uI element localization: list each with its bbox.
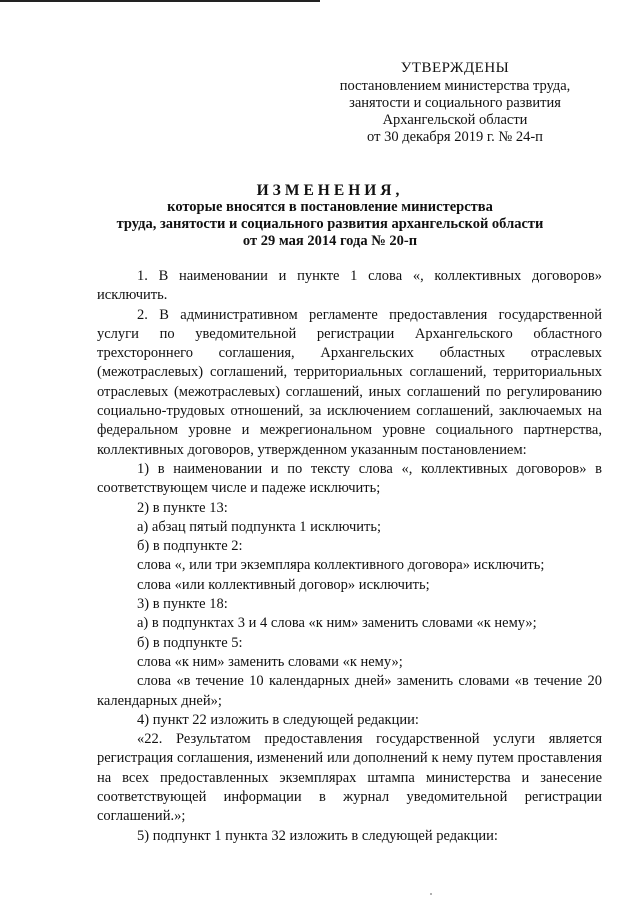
approval-line: Архангельской области — [382, 112, 528, 128]
paragraph: 1. В наименовании и пункте 1 слова «, коллективных договоров» исключить. — [97, 268, 602, 304]
top-rule — [0, 0, 320, 2]
approval-stamp — [330, 60, 580, 146]
document-body — [97, 267, 602, 846]
paragraph: 4) пункт 22 изложить в следующей редакции: — [137, 711, 419, 728]
paragraph: 2) в пункте 13: — [137, 499, 228, 516]
paragraph: 2. В административном регламенте предоставления государственной услуги по уведомительной регистрации Архангельского областного трехстороннего соглашения, Архангельских областных отраслевых (межотраслевых) соглашений, территориальных соглашений, территориальных отраслевых (межотраслевых) соглашений, иных соглашений по регулированию социально-трудовых отношений, за исключением соглашений, заключаемых на федеральном уровне и межрегиональном уровне социального партнерства, коллективных договоров, утвержденном указанным постановлением: — [97, 306, 602, 458]
paragraph: слова «или коллективный договор» исключить; — [137, 576, 430, 593]
paragraph: слова «к ним» заменить словами «к нему»; — [137, 653, 403, 670]
title-line: которые вносятся в постановление министерства — [167, 199, 493, 215]
paragraph: «22. Результатом предоставления государственной услуги является регистрация соглашения, изменений или дополнений к нему путем проставления на всех предоставленных экземплярах штампа министерства и занесение соответствующей информации в журнал уведомительной регистрации соглашений.»; — [97, 731, 602, 825]
approval-heading: УТВЕРЖДЕНЫ — [400, 60, 510, 76]
paragraph: б) в подпункте 2: — [137, 538, 243, 555]
document-title — [60, 182, 600, 250]
paragraph: 1) в наименовании и по тексту слова «, коллективных договоров» в соответствующем числе и падеже исключить; — [97, 460, 602, 497]
paragraph: 3) в пункте 18: — [137, 596, 228, 613]
approval-line: занятости и социального развития — [349, 95, 561, 111]
title-line: труда, занятости и социального развития архангельской области — [116, 216, 544, 232]
paragraph: слова «в течение 10 календарных дней» заменить словами «в течение 20 календарных дней»; — [97, 673, 602, 709]
title-line: от 29 мая 2014 года № 20-п — [242, 233, 418, 249]
approval-date: от 30 декабря 2019 г. № 24-п — [367, 129, 543, 145]
title-main: ИЗМЕНЕНИЯ, — [256, 182, 404, 199]
approval-line: постановлением министерства труда, — [339, 78, 571, 94]
paragraph: а) абзац пятый подпункта 1 исключить; — [137, 518, 381, 535]
paragraph: а) в подпунктах 3 и 4 слова «к ним» заменить словами «к нему»; — [137, 615, 537, 632]
paragraph: б) в подпункте 5: — [137, 634, 243, 651]
paragraph: слова «, или три экземпляра коллективного договора» исключить; — [137, 557, 545, 574]
scan-speck — [430, 893, 432, 895]
paragraph: 5) подпункт 1 пункта 32 изложить в следующей редакции: — [137, 827, 498, 844]
